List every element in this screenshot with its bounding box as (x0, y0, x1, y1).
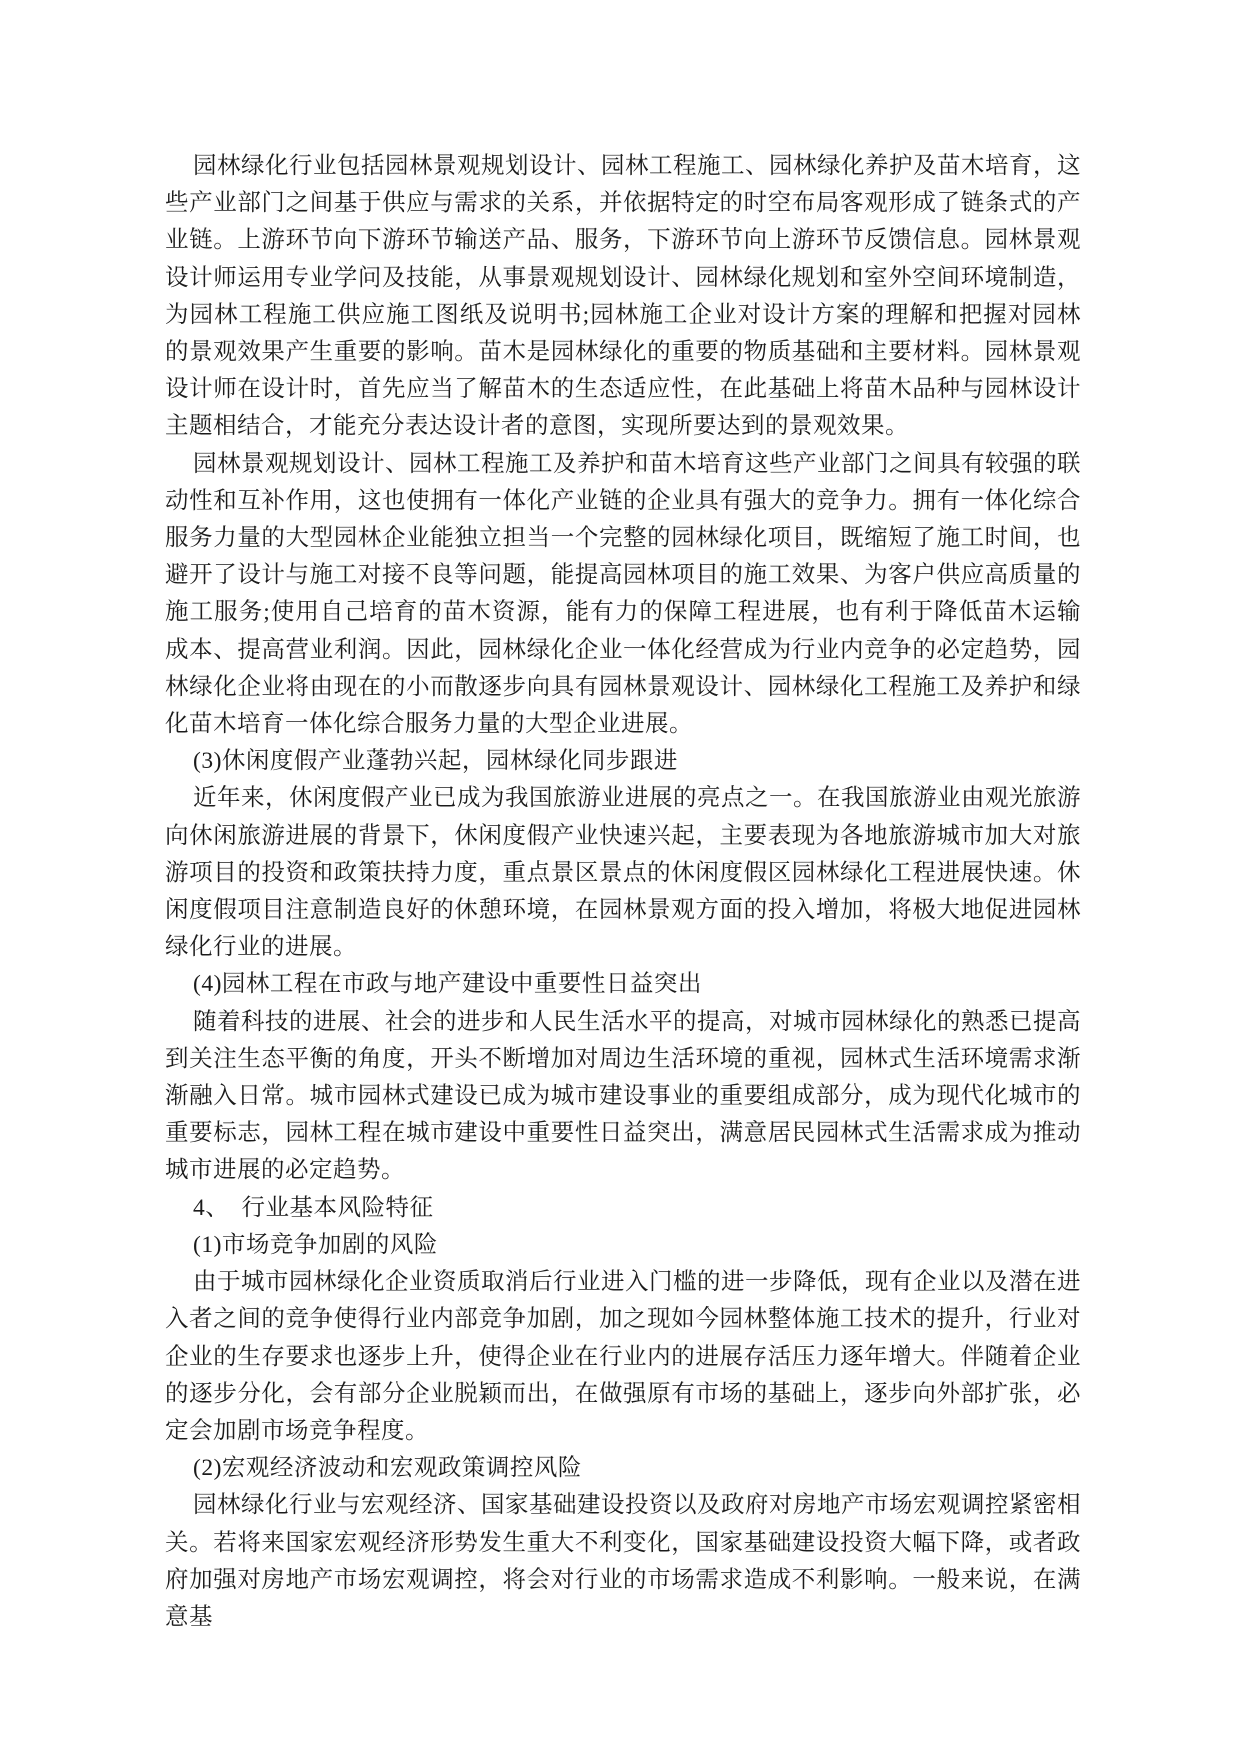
paragraph-leisure-vacation: 近年来，休闲度假产业已成为我国旅游业进展的亮点之一。在我国旅游业由观光旅游向休闲旅游进展的背景下，休闲度假产业快速兴起，主要表现为各地旅游城市加大对旅游项目的投资和政策扶持力度，重点景区景点的休闲度假区园林绿化工程进展快速。休闲度假项目注意制造良好的休憩环境，在园林景观方面的投入增加，将极大地促进园林绿化行业的进展。 (165, 785, 1081, 961)
document-page (165, 148, 1081, 1636)
heading-industry-risk-features: 4、 行业基本风险特征 (193, 1194, 434, 1221)
paragraph-municipal-real-estate: 随着科技的进展、社会的进步和人民生活水平的提高，对城市园林绿化的熟悉已提高到关注生态平衡的角度，开头不断增加对周边生活环境的重视，园林式生活环境需求渐渐融入日常。城市园林式建设已成为城市建设事业的重要组成部分，成为现代化城市的重要标志，园林工程在城市建设中重要性日益突出，满意居民园林式生活需求成为推动城市进展的必定趋势。 (165, 1008, 1081, 1184)
paragraph-macro-economy-risk: 园林绿化行业与宏观经济、国家基础建设投资以及政府对房地产市场宏观调控紧密相关。若将来国家宏观经济形势发生重大不利变化，国家基础建设投资大幅下降，或者政府加强对房地产市场宏观调控，将会对行业的市场需求造成不利影响。一般来说，在满意基 (165, 1492, 1081, 1630)
paragraph-market-competition-risk: 由于城市园林绿化企业资质取消后行业进入门槛的进一步降低，现有企业以及潜在进入者之间的竞争使得行业内部竞争加剧，加之现如今园林整体施工技术的提升，行业对企业的生存要求也逐步上升，使得企业在行业内的进展存活压力逐年增大。伴随着企业的逐步分化，会有部分企业脱颖而出，在做强原有市场的基础上，逐步向外部扩张，必定会加剧市场竞争程度。 (165, 1269, 1081, 1444)
heading-municipal-real-estate: (4)园林工程在市政与地产建设中重要性日益突出 (193, 971, 702, 998)
heading-market-competition-risk: (1)市场竞争加剧的风险 (193, 1231, 438, 1258)
heading-macro-economy-risk: (2)宏观经济波动和宏观政策调控风险 (193, 1455, 582, 1482)
paragraph-industry-chain: 园林绿化行业包括园林景观规划设计、园林工程施工、园林绿化养护及苗木培育，这些产业部门之间基于供应与需求的关系，并依据特定的时空布局客观形成了链条式的产业链。上游环节向下游环节输送产品、服务，下游环节向上游环节反馈信息。园林景观设计师运用专业学问及技能，从事景观规划设计、园林绿化规划和室外空间环境制造，为园林工程施工供应施工图纸及说明书;园林施工企业对设计方案的理解和把握对园林的景观效果产生重要的影响。苗木是园林绿化的重要的物质基础和主要材料。园林景观设计师在设计时，首先应当了解苗木的生态适应性，在此基础上将苗木品种与园林设计主题相结合，才能充分表达设计者的意图，实现所要达到的景观效果。 (165, 153, 1081, 440)
paragraph-integrated-services: 园林景观规划设计、园林工程施工及养护和苗木培育这些产业部门之间具有较强的联动性和互补作用，这也使拥有一体化产业链的企业具有强大的竞争力。拥有一体化综合服务力量的大型园林企业能独立担当一个完整的园林绿化项目，既缩短了施工时间，也避开了设计与施工对接不良等问题，能提高园林项目的施工效果、为客户供应高质量的施工服务;使用自己培育的苗木资源，能有力的保障工程进展，也有利于降低苗木运输成本、提高营业利润。因此，园林绿化企业一体化经营成为行业内竞争的必定趋势，园林绿化企业将由现在的小而散逐步向具有园林景观设计、园林绿化工程施工及养护和绿化苗木培育一体化综合服务力量的大型企业进展。 (165, 450, 1081, 738)
heading-leisure-vacation: (3)休闲度假产业蓬勃兴起，园林绿化同步跟进 (193, 748, 678, 775)
